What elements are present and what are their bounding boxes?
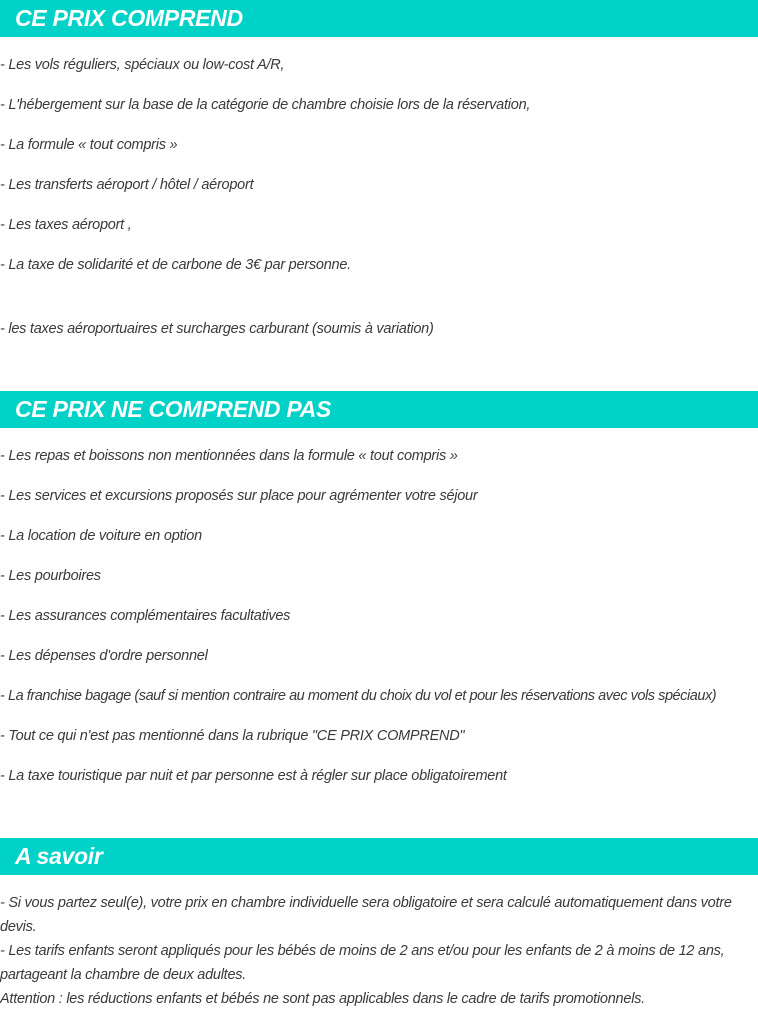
excludes-item: - Tout ce qui n'est pas mentionné dans la rubrique "CE PRIX COMPREND" — [0, 728, 465, 744]
info-header: A savoir — [0, 838, 758, 875]
info-paragraph: - Les tarifs enfants seront appliqués pour les bébés de moins de 2 ans et/ou pour les enfants de 2 à moins de 12 ans, partageant la chambre de deux adultes. — [0, 943, 725, 983]
excludes-item: - La taxe touristique par nuit et par personne est à régler sur place obligatoirement — [0, 768, 507, 784]
excludes-item: - La franchise bagage (sauf si mention contraire au moment du choix du vol et pour les réservations avec vols spéciaux) — [0, 688, 717, 704]
includes-item: - Les vols réguliers, spéciaux ou low-cost A/R, — [0, 57, 285, 73]
includes-item: - les taxes aéroportuaires et surcharges carburant (soumis à variation) — [0, 321, 434, 337]
excludes-item: - Les services et excursions proposés sur place pour agrémenter votre séjour — [0, 488, 478, 504]
info-paragraph: - Si vous partez seul(e), votre prix en chambre individuelle sera obligatoire et sera calculé automatiquement dans votre devis. — [0, 895, 732, 935]
includes-item: - Les transferts aéroport / hôtel / aéroport — [0, 177, 254, 193]
excludes-item: - Les dépenses d'ordre personnel — [0, 648, 208, 664]
includes-item: - L'hébergement sur la base de la catégorie de chambre choisie lors de la réservation, — [0, 97, 531, 113]
includes-header: CE PRIX COMPREND — [0, 0, 758, 37]
excludes-item: - Les assurances complémentaires facultatives — [0, 608, 291, 624]
excludes-item: - Les pourboires — [0, 568, 101, 584]
includes-item: - La taxe de solidarité et de carbone de 3€ par personne. — [0, 257, 351, 273]
info-paragraph: Attention : les réductions enfants et bébés ne sont pas applicables dans le cadre de tarifs promotionnels. — [0, 991, 645, 1007]
excludes-header: CE PRIX NE COMPREND PAS — [0, 391, 758, 428]
excludes-item: - Les repas et boissons non mentionnées dans la formule « tout compris » — [0, 448, 458, 464]
excludes-item: - La location de voiture en option — [0, 528, 202, 544]
includes-item: - Les taxes aéroport , — [0, 217, 132, 233]
includes-item: - La formule « tout compris » — [0, 137, 178, 153]
